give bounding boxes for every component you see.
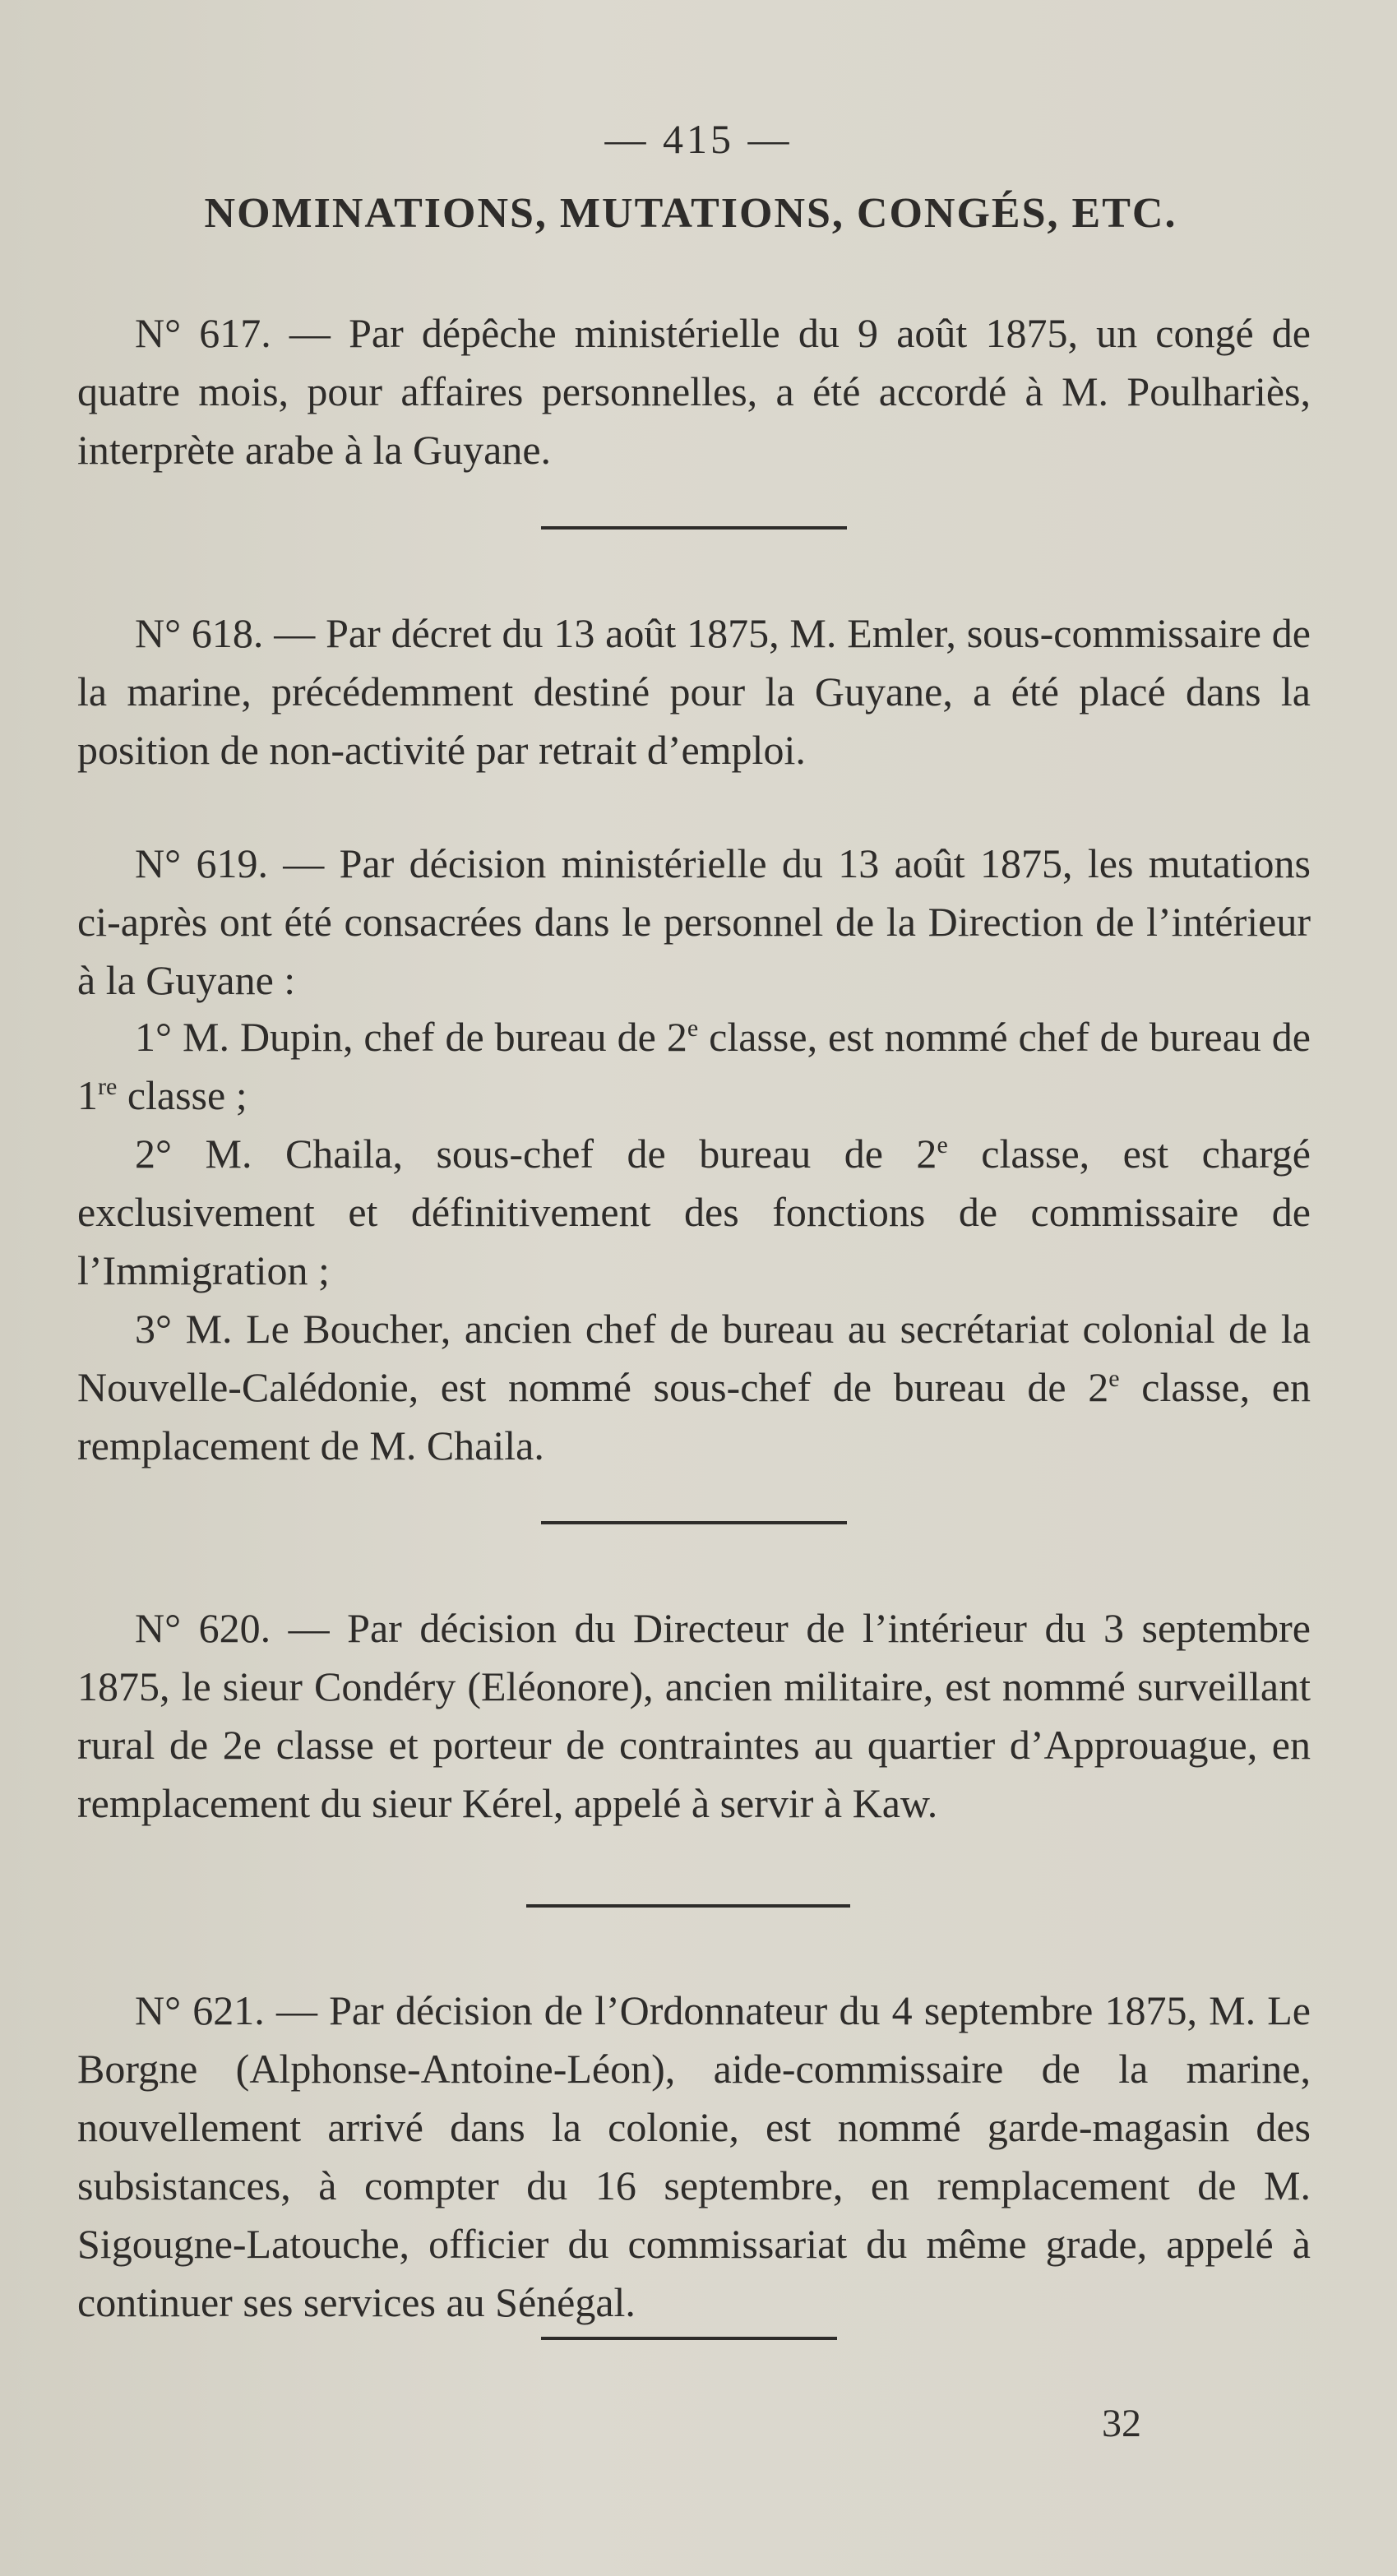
entry-text: Par décision du Directeur de l’intérieur du 3 septembre 1875, le sieur Condéry (Eléonore), ancien militaire, est nommé surveillant rural de 2e classe et porteur de contraintes au quartier d’Approuague, en remplacement du sieur Kérel, appelé à servir à Kaw.: [77, 1605, 1311, 1826]
entry-text: Par décision de l’Ordonnateur du 4 septembre 1875, M. Le Borgne (Alphonse-Antoine-Léon), aide-commissaire de la marine, nouvellement arrivé dans la colonie, est nommé garde-magasin des subsistances, à compter du 16 septembre, en remplacement de M. Sigougne-Latouche, officier du commissariat du même grade, appelé à continuer ses services au Sénégal.: [77, 1987, 1311, 2325]
item-text: M. Chaila, sous-chef de bureau de 2: [172, 1131, 937, 1177]
entry-lead: N° 618. —: [135, 610, 316, 656]
item-number: 2°: [135, 1131, 172, 1177]
item-text: classe ;: [117, 1072, 247, 1118]
divider-rule: [541, 526, 847, 530]
section-heading: NOMINATIONS, MUTATIONS, CONGÉS, ETC.: [204, 190, 1177, 237]
list-item-1: [77, 1008, 1311, 1125]
item-text: classe, est nommé chef de bureau de 1: [77, 1014, 1311, 1118]
list-item-3: [77, 1300, 1311, 1475]
item-text: classe, en remplacement de M. Chaila.: [77, 1364, 1311, 1468]
page-number: — 415 —: [604, 116, 793, 162]
item-sup: re: [98, 1073, 118, 1100]
entry-621: [77, 1982, 1311, 2332]
divider-rule: [541, 1521, 847, 1524]
item-text: classe, est chargé exclusivement et définitivement des fonctions de commissaire de l’Immigration ;: [77, 1131, 1311, 1293]
item-sup: e: [687, 1015, 699, 1042]
item-number: 3°: [135, 1306, 172, 1352]
divider-rule: [526, 1904, 850, 1908]
divider-rule: [541, 2337, 837, 2340]
entry-619: [77, 835, 1311, 1010]
item-sup: e: [937, 1131, 948, 1159]
signature-mark: 32: [1102, 2402, 1141, 2445]
entry-617: [77, 304, 1311, 479]
entry-text: Par décision ministérielle du 13 août 1875, les mutations ci-après ont été consacrées dans le personnel de la Direction de l’intérieur à la Guyane :: [77, 840, 1311, 1003]
entry-lead: N° 617. —: [135, 310, 331, 356]
item-text: M. Dupin, chef de bureau de 2: [172, 1014, 687, 1060]
list-item-2: [77, 1125, 1311, 1300]
item-text: M. Le Boucher, ancien chef de bureau au secrétariat colonial de la Nouvelle-Calédonie, est nommé sous-chef de bureau de 2: [77, 1306, 1311, 1410]
entry-lead: N° 619. —: [135, 840, 325, 886]
item-number: 1°: [135, 1014, 172, 1060]
entry-lead: N° 621. —: [135, 1987, 317, 2033]
entry-618: [77, 604, 1311, 779]
item-sup: e: [1108, 1365, 1120, 1392]
entry-text: Par dépêche ministérielle du 9 août 1875, un congé de quatre mois, pour affaires personnelles, a été accordé à M. Poulhariès, interprète arabe à la Guyane.: [77, 310, 1311, 473]
entry-text: Par décret du 13 août 1875, M. Emler, sous-commissaire de la marine, précédemment destiné pour la Guyane, a été placé dans la position de non-activité par retrait d’emploi.: [77, 610, 1311, 773]
entry-lead: N° 620. —: [135, 1605, 330, 1651]
entry-620: [77, 1599, 1311, 1833]
